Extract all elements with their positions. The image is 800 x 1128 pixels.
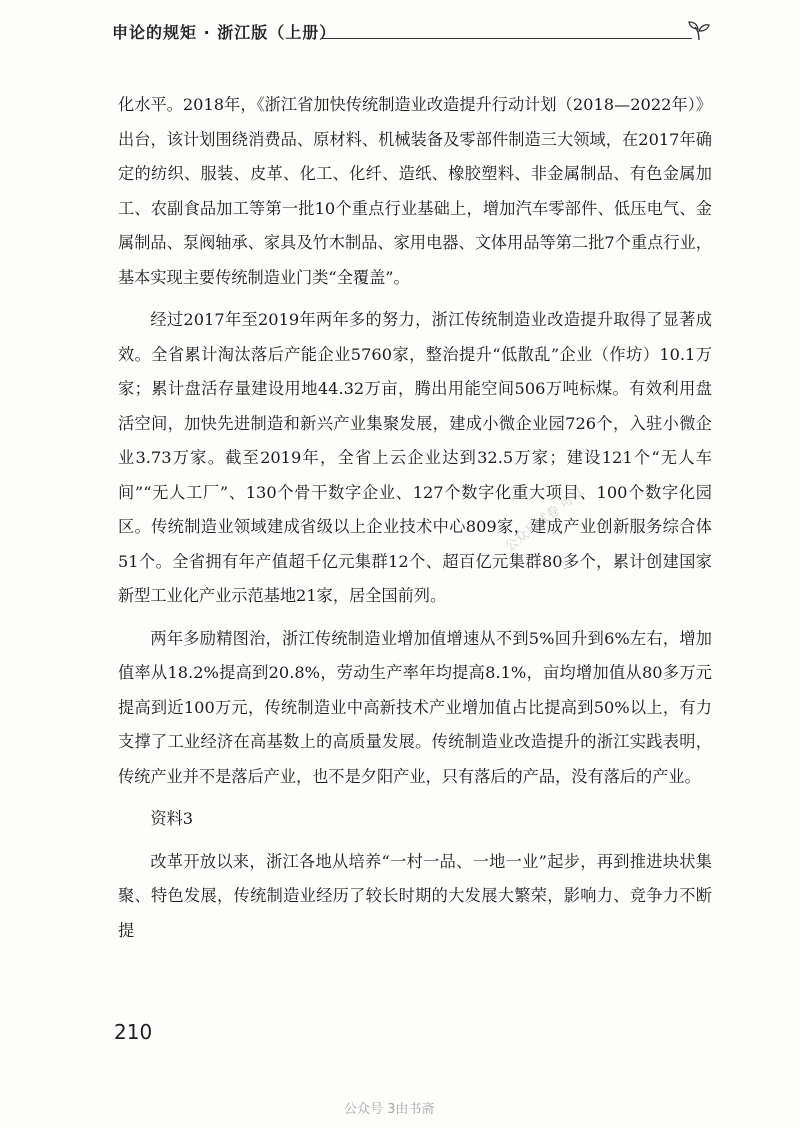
paragraph-material-3: 改革开放以来，浙江各地从培养“一村一品、一地一业”起步，再到推进块状集聚、特色发展，传统制造业经历了较长时期的大发展大繁荣，影响力、竞争力不断提 [118,851,712,940]
watermark: 公众号试卷 可以 [502,484,587,555]
paragraph-growth: 两年多励精图治，浙江传统制造业增加值增速从不到5%回升到6%左右，增加值率从18.2%提高到20.8%，劳动生产率年均提高8.1%，亩均增加值从80多万元提高到近100万元，传统制造业中高新技术产业增加值占比提高到50%以上，有力支撑了工业经济在高基数上的高质量发展。传统制造业改造提升的浙江实践表明，传统产业并不是落后产业，也不是夕阳产业，只有落后的产品，没有落后的产业。 [118,628,712,786]
running-header: 申论的规矩 · 浙江版（上册） [112,23,337,42]
paragraph-achievements: 经过2017年至2019年两年多的努力，浙江传统制造业改造提升取得了显著成效。全省累计淘汰落后产能企业5760家，整治提升“低散乱”企业（作坊）10.1万家；累计盘活存量建设用地44.32万亩，腾出用能空间506万吨标煤。有效利用盘活空间，加快先进制造和新兴产业集聚发展，建成小微企业园726个，入驻小微企业3.73万家。截至2019年，全省上云企业达到32.5万家；建设121个“无人车间”“无人工厂”、130个骨干数字企业、127个数字化重大项目、100个数字化园区。传统制造业领域建成省级以上企业技术中心809家，建成产业创新服务综合体51个。全省拥有年产值超千亿元集群12个、超百亿元集群80多个，累计创建国家新型工业化产业示范基地21家，居全国前列。 [118,310,712,605]
sprout-icon [686,16,712,42]
header-rule [322,38,692,39]
footer-stamp: 公众号 3由书斋 [344,1102,435,1117]
page-number: 210 [114,1020,153,1044]
body-text [118,88,712,948]
paragraph-continued: 化水平。2018年，《浙江省加快传统制造业改造提升行动计划（2018—2022年）》出台，该计划围绕消费品、原材料、机械装备及零部件制造三大领域，在2017年确定的纺织、服装、皮革、化工、化纤、造纸、橡胶塑料、非金属制品、有色金属加工、农副食品加工等第一批10个重点行业基础上，增加汽车零部件、低压电气、金属制品、泵阀轴承、家具及竹木制品、家用电器、文体用品等第二批7个重点行业，基本实现主要传统制造业门类“全覆盖”。 [118,95,712,287]
material-heading: 资料3 [150,809,194,828]
